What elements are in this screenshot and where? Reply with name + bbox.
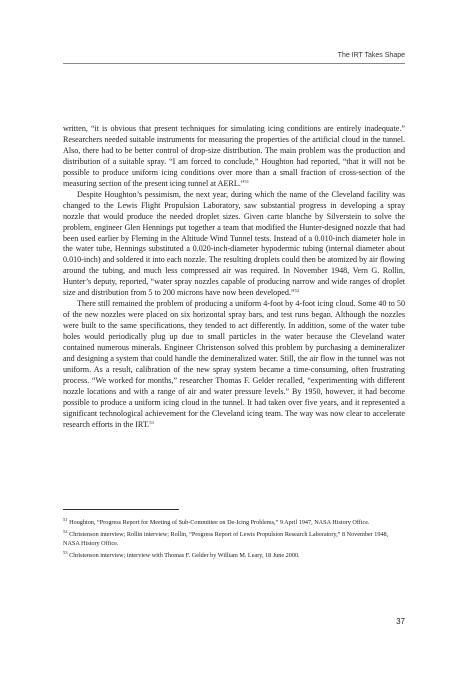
footnote-number: 53 — [63, 549, 68, 555]
footnote-number: 52 — [63, 528, 68, 534]
paragraph-text: There still remained the problem of producing a uniform 4-foot by 4-foot icing cloud. Some 40 to 50 of the new nozzles were placed on six horizontal spray bars, and test runs began. Although the nozzles were built to the same specifications, they tended to act differently. In addition, some of the water tube holes would periodically plug up due to small particles in the water because the Cleveland water contained numerous minerals. Engineer Christenson solved this problem by purchasing a demineralizer and designing a system that could handle the demineralized water. Still, the air flow in the tunnel was not uniform. As a result, calibration of the new spray system became a time-consuming, often frustrating process. “We worked for months,” researcher Thomas F. Gelder recalled, “experimenting with different nozzle locations and with a range of air and water pressure levels.” By 1950, however, it had become possible to produce a uniform icing cloud in the tunnel. It had taken over five years, and it represented a significant technological achievement for the Cleveland icing team. The way was now clear to accelerate research efforts in the IRT. — [63, 299, 405, 429]
page-number: 37 — [396, 617, 405, 626]
footnote-ref: 51 — [244, 178, 249, 184]
footnote-text: Christenson interview; Rollin interview; Rollin, “Progress Report of Lewis Propulsion Research Laboratory,” 8 November 1948, NASA History Office. — [63, 530, 389, 547]
footnote-number: 51 — [63, 517, 68, 522]
footnote-text: Christenson interview; interview with Thomas F. Gelder by William M. Leary, 18 June 2000. — [69, 551, 300, 559]
header-rule — [63, 63, 405, 64]
paragraph-text: written, “it is obvious that present techniques for simulating icing conditions are entirely inadequate.” Researchers needed suitable instruments for measuring the properties of the artificial cloud in the tunnel. Also, there had to be better control of drop-size distribution. The main problem was the production and distribution of a suitable spray. “I am forced to conclude,” Houghton had reported, “that it will not be possible to produce uniform icing conditions over more than a small fraction of cross-section of the measuring section of the present icing tunnel at AERL.” — [63, 124, 405, 188]
paragraph-text: Despite Houghton’s pessimism, the next year, during which the name of the Cleveland facility was changed to the Lewis Flight Propulsion Laboratory, saw substantial progress in developing a spray nozzle that would produce the needed droplet sizes. Given carte blanche by Silverstein to solve the problem, engineer Glen Hennings put together a team that modified the Hunter-designed nozzle that had been used earlier by Fleming in the Altitude Wind Tunnel tests. Instead of a 0.010-inch diameter hole in the water tube, Hennings substituted a 0.020-inch-diameter hypodermic tubing (internal diameter about 0.010-inch) and soldered it into each nozzle. The resulting droplets could then be atomized by air flowing around the tubing, and much less compressed air was required. In November 1948, Vern G. Rollin, Hunter’s deputy, reported, “water spray nozzles capable of producing narrow and wide ranges of droplet size and distribution from 5 to 200 microns have now been developed.” — [63, 189, 405, 298]
footnote-text: Houghton, “Progress Report for Meeting of Sub-Committee on De-Icing Problems,” 9 April 1947, NASA History Office. — [69, 519, 370, 526]
paragraph-1 — [63, 124, 405, 190]
footnote — [63, 518, 405, 527]
footnotes — [63, 518, 405, 562]
footnote-rule — [63, 509, 179, 510]
footnote-ref: 53 — [149, 419, 154, 425]
paragraph-2 — [63, 190, 405, 300]
footnote — [63, 551, 405, 560]
running-head: The IRT Takes Shape — [337, 52, 405, 59]
footnote-ref: 52 — [294, 288, 300, 294]
footnote — [63, 530, 405, 549]
paragraph-3 — [63, 299, 405, 430]
body-text — [63, 124, 405, 431]
